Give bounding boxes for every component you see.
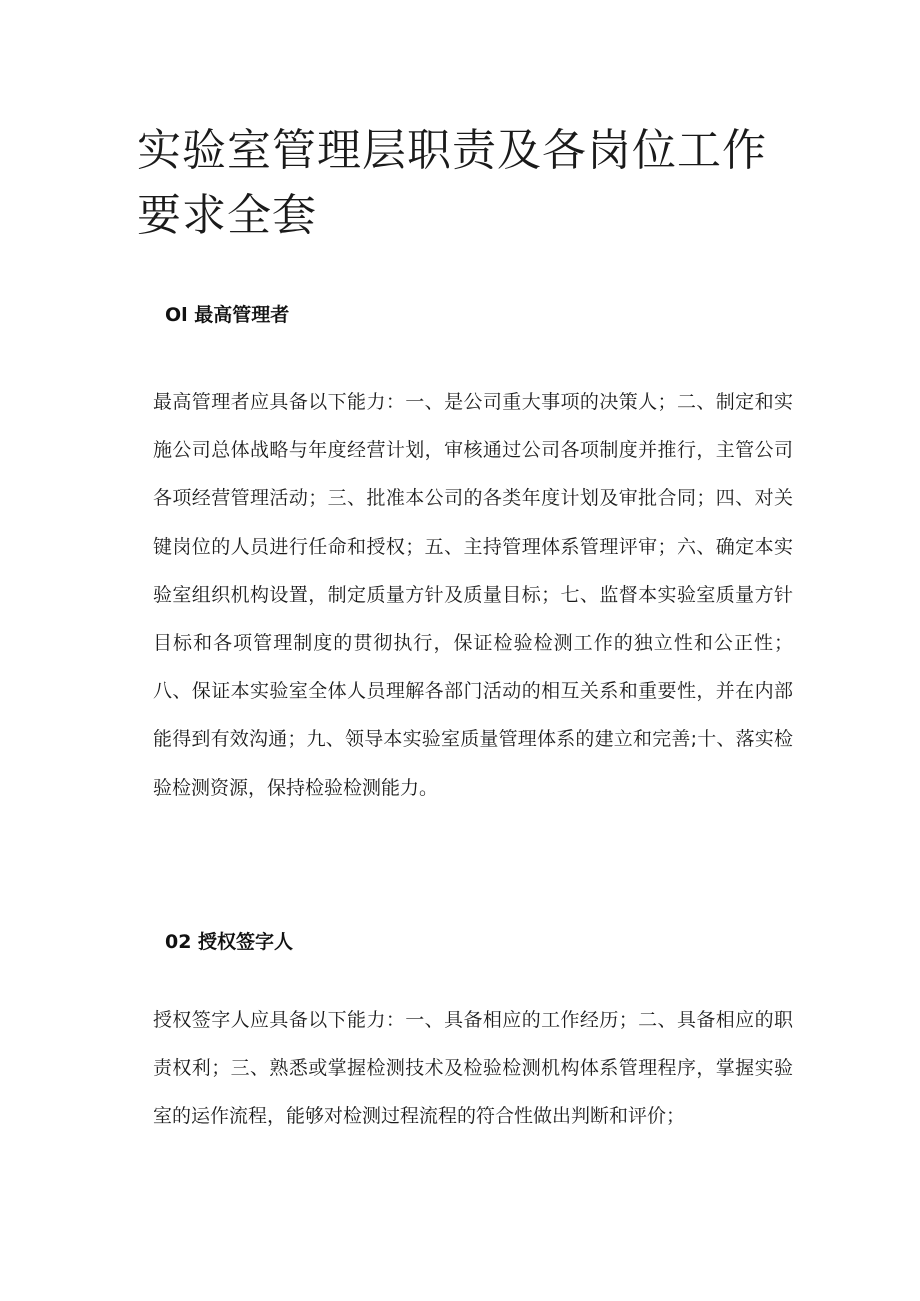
section-body-authorized-signatory: 授权签字人应具备以下能力：一、具备相应的工作经历；二、具备相应的职责权利；三、熟悉或掌握检测技术及检验检测机构体系管理程序，掌握实验室的运作流程，能够对检测过程流程的符合性做出判断和评价； [153, 1009, 793, 1128]
section-heading-top-manager: Ol 最高管理者 [165, 304, 290, 326]
document-title: 实验室管理层职责及各岗位工作要求全套 [137, 125, 767, 241]
section-body-top-manager: 最高管理者应具备以下能力：一、是公司重大事项的决策人；二、制定和实施公司总体战略与年度经营计划，审核通过公司各项制度并推行，主管公司各项经营管理活动；三、批准本公司的各类年度计划及审批合同；四、对关键岗位的人员进行任命和授权；五、主持管理体系管理评审；六、确定本实验室组织机构设置，制定质量方针及质量目标；七、监督本实验室质量方针目标和各项管理制度的贯彻执行，保证检验检测工作的独立性和公正性；八、保证本实验室全体人员理解各部门活动的相互关系和重要性，并在内部能得到有效沟通；九、领导本实验室质量管理体系的建立和完善;十、落实检验检测资源，保持检验检测能力。 [153, 391, 793, 799]
section-heading-authorized-signatory: 02 授权签字人 [165, 931, 294, 953]
